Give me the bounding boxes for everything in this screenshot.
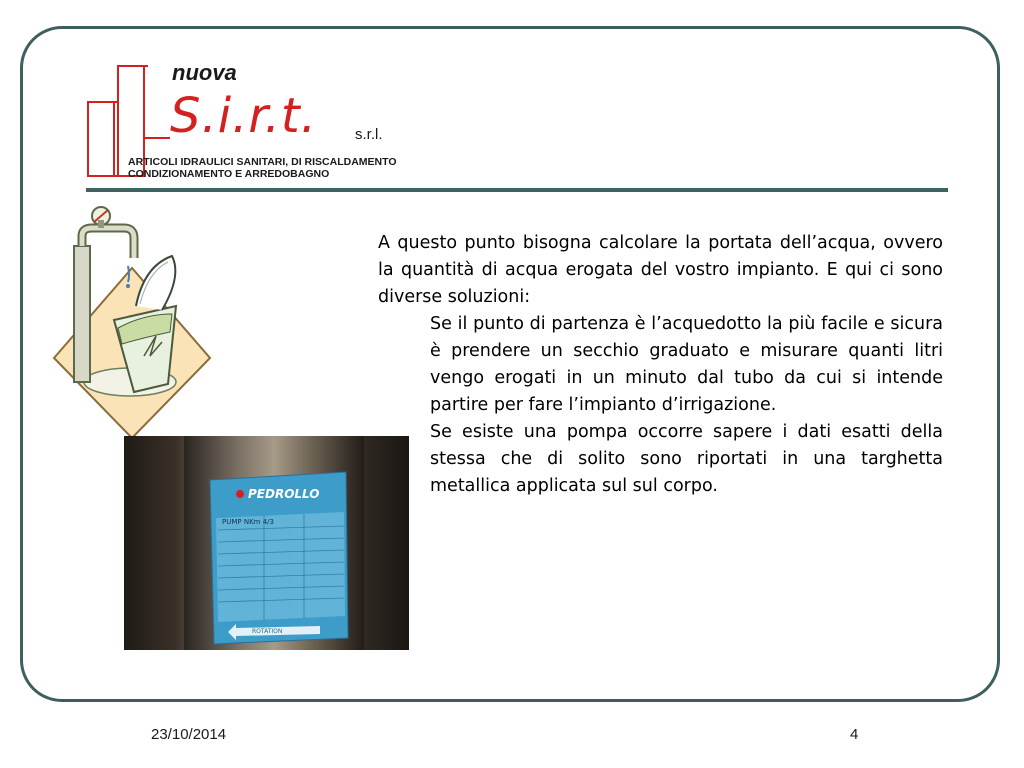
logo-tagline-line1: ARTICOLI IDRAULICI SANITARI, DI RISCALDAMENTO bbox=[128, 156, 397, 168]
intro-paragraph: A questo punto bisogna calcolare la portata dell’acqua, ovvero la quantità di acqua erogata del vostro impianto. E qui ci sono diverse soluzioni: bbox=[378, 233, 943, 307]
footer-date: 23/10/2014 bbox=[151, 726, 227, 743]
bullet-acquedotto: Se il punto di partenza è l’acquedotto la più facile e sicura è prendere un secchio graduato e misurare quanti litri vengo erogati in un minuto dal tubo da cui si intende partire per fare l’impianto d’irrigazione. bbox=[430, 314, 943, 415]
pump-photo-drawing bbox=[124, 436, 409, 650]
logo-suffix: s.r.l. bbox=[355, 126, 383, 143]
logo-name: S.i.r.t. bbox=[170, 88, 317, 144]
faucet-glass-clipart bbox=[44, 206, 220, 446]
photo-model: PUMP NKm 4/3 bbox=[222, 518, 274, 526]
pump-nameplate-photo bbox=[124, 436, 409, 650]
logo-tagline-line2: CONDIZIONAMENTO E ARREDOBAGNO bbox=[128, 168, 330, 180]
photo-brand: PEDROLLO bbox=[248, 487, 320, 501]
bullet-pompa: Se esiste una pompa occorre sapere i dati esatti della stessa che di solito sono riportati in una targhetta metallica applicata sul sul corpo. bbox=[430, 422, 943, 496]
pedrollo-logo-icon bbox=[236, 490, 244, 498]
logo-tagline bbox=[128, 156, 397, 180]
slide-body bbox=[378, 230, 943, 500]
photo-rotation: ROTATION bbox=[252, 628, 283, 635]
header-divider bbox=[86, 188, 948, 192]
page-number: 4 bbox=[850, 726, 859, 743]
logo-nuova: nuova bbox=[172, 60, 237, 85]
